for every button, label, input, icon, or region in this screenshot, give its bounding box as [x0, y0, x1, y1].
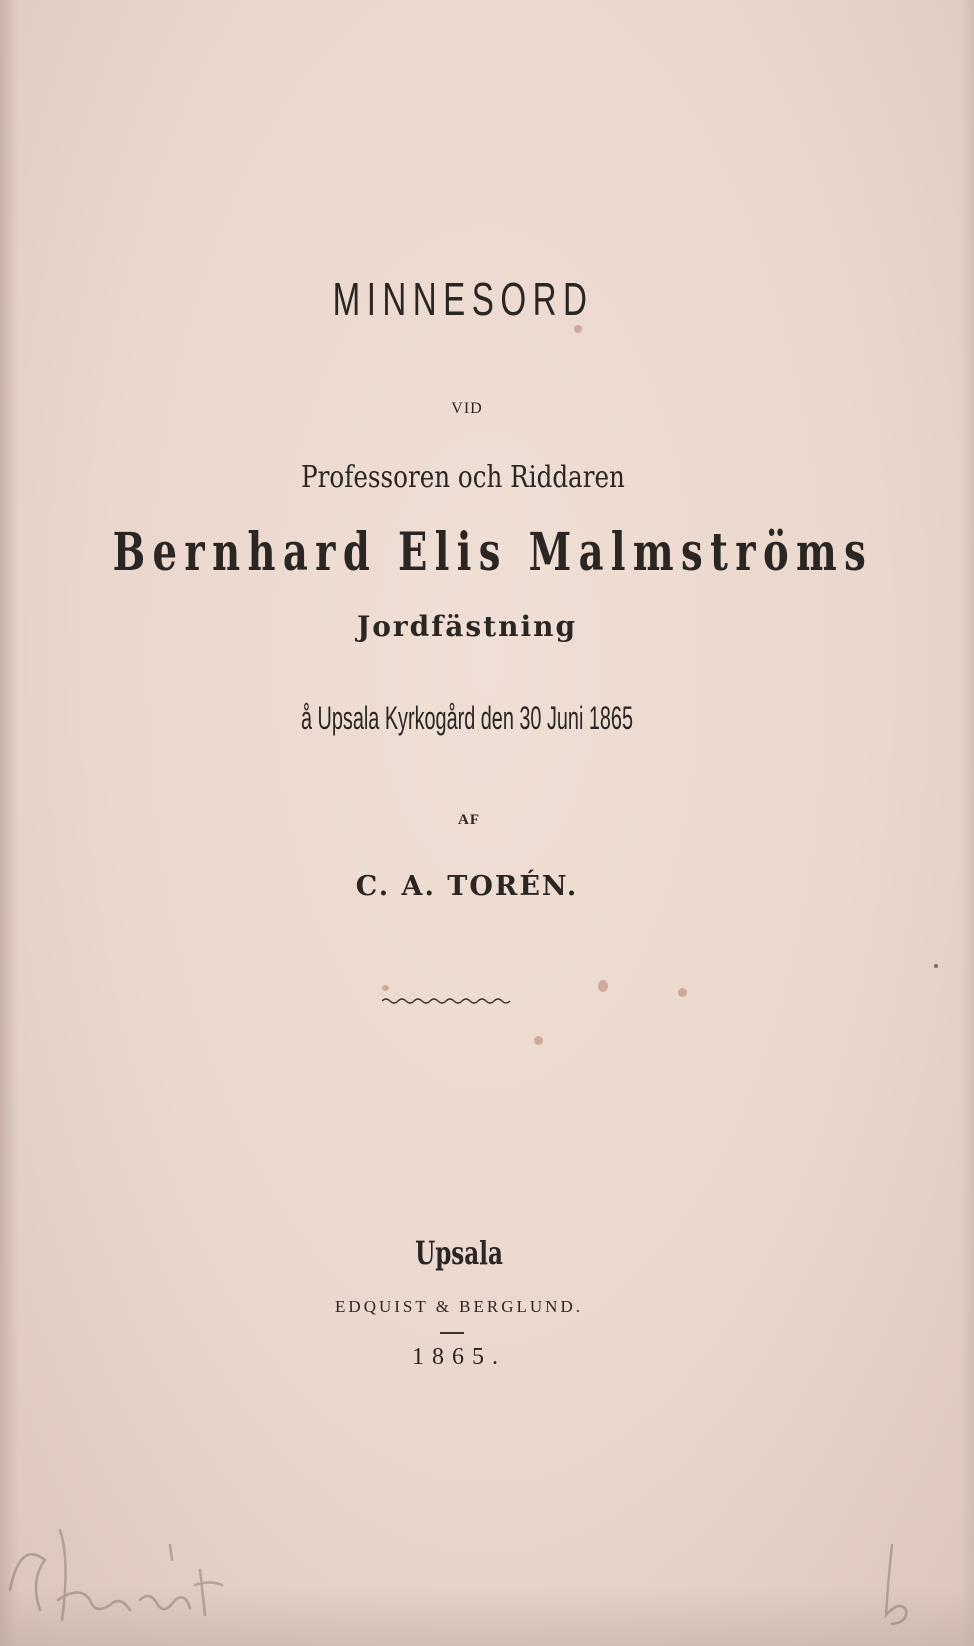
document-title: MINNESORD — [332, 273, 594, 325]
publisher-name: EDQUIST & BERGLUND. — [335, 1297, 583, 1316]
professor-line: Professoren och Riddaren — [301, 460, 625, 495]
foxing-spot — [598, 980, 608, 992]
handwritten-note-lower-left — [0, 1500, 300, 1640]
imprint-place: Upsala — [415, 1234, 503, 1272]
short-rule — [440, 1332, 464, 1334]
page-edge-shadow-right — [960, 0, 974, 1646]
vid-word: VID — [451, 400, 483, 417]
occasion-line: Jordfästning — [356, 610, 578, 643]
af-word: AF — [458, 812, 480, 828]
foxing-spot — [574, 325, 582, 333]
foxing-spot — [534, 1036, 543, 1045]
handwritten-note-lower-right — [870, 1540, 920, 1630]
wavy-rule-ornament — [380, 996, 512, 1006]
foxing-spot — [934, 964, 938, 968]
foxing-spot — [678, 988, 687, 997]
place-date-line: å Upsala Kyrkogård den 30 Juni 1865 — [301, 700, 633, 736]
foxing-spot — [382, 985, 389, 991]
author-name: C. A. TORÉN. — [355, 871, 579, 902]
publication-year: 1865. — [412, 1344, 506, 1370]
subject-name: Bernhard Elis Malmströms — [112, 522, 874, 583]
